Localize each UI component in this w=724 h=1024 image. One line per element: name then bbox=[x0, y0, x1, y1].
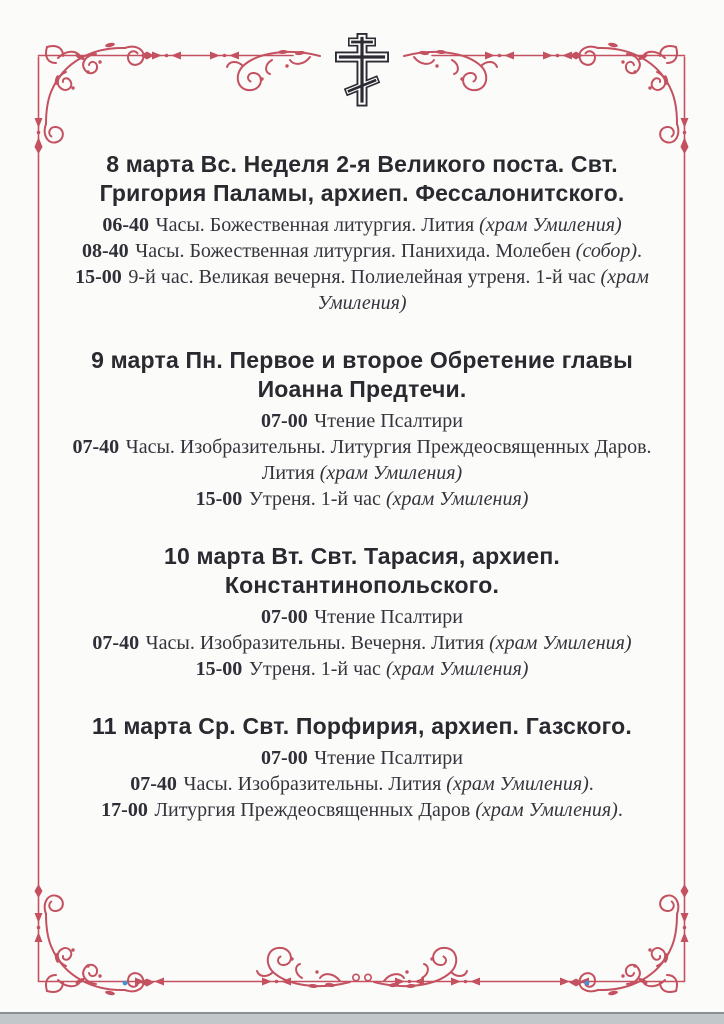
scan-speck bbox=[585, 981, 590, 986]
service-time: 17-00 bbox=[101, 799, 148, 821]
service-entry bbox=[57, 486, 667, 512]
service-text: 9-й час. Великая вечерня. Полиелейная утреня. 1-й час bbox=[128, 266, 596, 288]
service-location-note: (храм Умиления) bbox=[479, 214, 622, 236]
service-entry bbox=[57, 264, 667, 316]
service-entry bbox=[57, 604, 667, 630]
schedule bbox=[57, 150, 667, 853]
service-text: Часы. Божественная литургия. Лития bbox=[155, 214, 475, 236]
service-text: Утреня. 1-й час bbox=[248, 488, 381, 510]
service-time: 07-00 bbox=[261, 747, 308, 769]
service-time: 07-00 bbox=[261, 606, 308, 628]
service-location-note: (храм Умиления) bbox=[317, 266, 649, 314]
service-time: 06-40 bbox=[102, 214, 149, 236]
service-entry bbox=[57, 745, 667, 771]
service-time: 15-00 bbox=[195, 658, 243, 680]
day-section bbox=[57, 712, 667, 823]
service-location-note: (храм Умиления) bbox=[385, 488, 529, 510]
service-location-note: (собор) bbox=[575, 240, 638, 262]
service-time: 07-40 bbox=[92, 632, 140, 654]
service-tail: . bbox=[637, 240, 643, 262]
service-entry bbox=[57, 434, 667, 486]
service-text: Чтение Псалтири bbox=[314, 606, 463, 628]
service-entry bbox=[57, 630, 667, 656]
service-text: Часы. Изобразительны. Вечерня. Лития bbox=[145, 632, 485, 654]
day-section bbox=[57, 150, 667, 316]
scan-speck bbox=[123, 981, 128, 986]
service-time: 08-40 bbox=[81, 240, 129, 262]
day-entries bbox=[57, 604, 667, 682]
service-entry bbox=[57, 656, 667, 682]
service-entry bbox=[57, 212, 667, 238]
service-entry bbox=[57, 771, 667, 797]
service-time: 15-00 bbox=[75, 266, 122, 288]
service-tail: . bbox=[588, 773, 594, 795]
service-text: Чтение Псалтири bbox=[314, 747, 463, 769]
day-section bbox=[57, 346, 667, 512]
service-time: 07-00 bbox=[261, 410, 308, 432]
service-location-note: (храм Умиления) bbox=[385, 658, 529, 680]
service-location-note: (храм Умиления) bbox=[446, 773, 589, 795]
service-location-note: (храм Умиления) bbox=[319, 462, 463, 484]
service-entry bbox=[57, 408, 667, 434]
service-text: Часы. Божественная литургия. Панихида. Молебен bbox=[135, 240, 571, 262]
service-entry bbox=[57, 238, 667, 264]
service-time: 15-00 bbox=[195, 488, 243, 510]
orthodox-cross-icon bbox=[341, 39, 384, 102]
day-heading: 11 марта Ср. Свт. Порфирия, архиеп. Газского. bbox=[92, 713, 632, 739]
day-entries bbox=[57, 408, 667, 512]
day-heading: 9 марта Пн. Первое и второе Обретение главы Иоанна Предтечи. bbox=[91, 347, 633, 402]
service-time: 07-40 bbox=[130, 773, 177, 795]
service-text: Литургия Преждеосвященных Даров bbox=[154, 799, 471, 821]
day-heading: 8 марта Вс. Неделя 2-я Великого поста. Свт. Григория Паламы, архиеп. Фессалонитского. bbox=[99, 151, 625, 206]
service-tail: . bbox=[617, 799, 623, 821]
day-entries bbox=[57, 745, 667, 823]
service-text: Чтение Псалтири bbox=[314, 410, 463, 432]
service-location-note: (храм Умиления) bbox=[489, 632, 632, 654]
service-text: Утреня. 1-й час bbox=[248, 658, 381, 680]
service-text: Часы. Изобразительны. Литургия Преждеосвященных Даров. Лития bbox=[125, 436, 652, 484]
service-time: 07-40 bbox=[72, 436, 120, 458]
service-location-note: (храм Умиления) bbox=[475, 799, 618, 821]
scan-edge-artifact bbox=[0, 1012, 724, 1024]
service-entry bbox=[57, 797, 667, 823]
day-entries bbox=[57, 212, 667, 316]
service-text: Часы. Изобразительны. Лития bbox=[183, 773, 442, 795]
day-heading: 10 марта Вт. Свт. Тарасия, архиеп. Константинопольского. bbox=[163, 543, 561, 598]
day-section bbox=[57, 542, 667, 682]
